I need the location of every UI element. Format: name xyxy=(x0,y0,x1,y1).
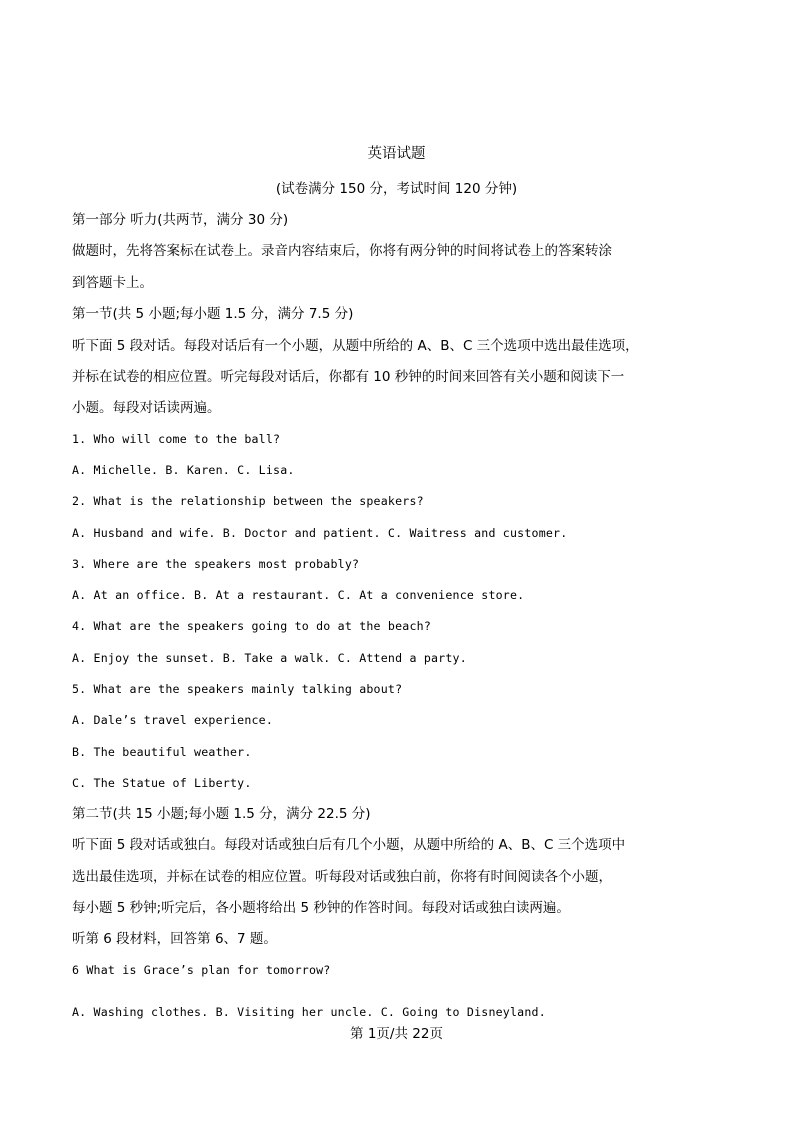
section2-instr-line1: 听下面 5 段对话或独白。每段对话或独白后有几个小题，从题中所给的 A、B、C 三个选项中 xyxy=(72,837,626,853)
material-6-heading: 听第 6 段材料，回答第 6、7 题。 xyxy=(72,931,277,947)
question-5-option-c: C. The Statue of Liberty. xyxy=(72,776,252,790)
question-4: 4. What are the speakers going to do at the beach? xyxy=(72,619,432,633)
section1-instr-line3: 小题。每段对话读两遍。 xyxy=(72,400,221,416)
exam-title: 英语试题 xyxy=(367,146,426,162)
section2-heading: 第二节(共 15 小题;每小题 1.5 分，满分 22.5 分) xyxy=(72,806,371,822)
section1-heading: 第一节(共 5 小题;每小题 1.5 分，满分 7.5 分) xyxy=(72,306,354,322)
question-5: 5. What are the speakers mainly talking about? xyxy=(72,682,403,696)
question-2: 2. What is the relationship between the speakers? xyxy=(72,494,424,508)
question-2-options: A. Husband and wife. B. Doctor and patient. C. Waitress and customer. xyxy=(72,526,568,540)
question-1-options: A. Michelle. B. Karen. C. Lisa. xyxy=(72,463,295,477)
part1-heading: 第一部分 听力(共两节，满分 30 分) xyxy=(72,212,289,228)
question-6: 6 What is Grace’s plan for tomorrow? xyxy=(72,963,331,977)
exam-subtitle: (试卷满分 150 分，考试时间 120 分钟) xyxy=(275,181,518,197)
question-3-options: A. At an office. B. At a restaurant. C. At a convenience store. xyxy=(72,588,525,602)
page-number: 第 1页/共 22页 xyxy=(350,1026,443,1042)
question-3: 3. Where are the speakers most probably? xyxy=(72,557,360,571)
question-5-option-b: B. The beautiful weather. xyxy=(72,745,252,759)
section1-instr-line2: 并标在试卷的相应位置。听完每段对话后，你都有 10 秒钟的时间来回答有关小题和阅读下一 xyxy=(72,369,625,385)
part1-intro-line1: 做题时，先将答案标在试卷上。录音内容结束后，你将有两分钟的时间将试卷上的答案转涂 xyxy=(72,243,612,259)
section1-instr-line1: 听下面 5 段对话。每段对话后有一个小题，从题中所给的 A、B、C 三个选项中选出最佳选项， xyxy=(72,338,639,354)
section2-instr-line2: 选出最佳选项，并标在试卷的相应位置。听每段对话或独白前，你将有时间阅读各个小题， xyxy=(72,869,612,885)
section2-instr-line3: 每小题 5 秒钟;听完后，各小题将给出 5 秒钟的作答时间。每段对话或独白读两遍。 xyxy=(72,900,570,916)
question-5-option-a: A. Dale’s travel experience. xyxy=(72,713,274,727)
question-4-options: A. Enjoy the sunset. B. Take a walk. C. Attend a party. xyxy=(72,651,467,665)
part1-intro-line2: 到答题卡上。 xyxy=(72,275,153,291)
question-6-options: A. Washing clothes. B. Visiting her uncle. C. Going to Disneyland. xyxy=(72,1005,546,1019)
question-1: 1. Who will come to the ball? xyxy=(72,432,281,446)
